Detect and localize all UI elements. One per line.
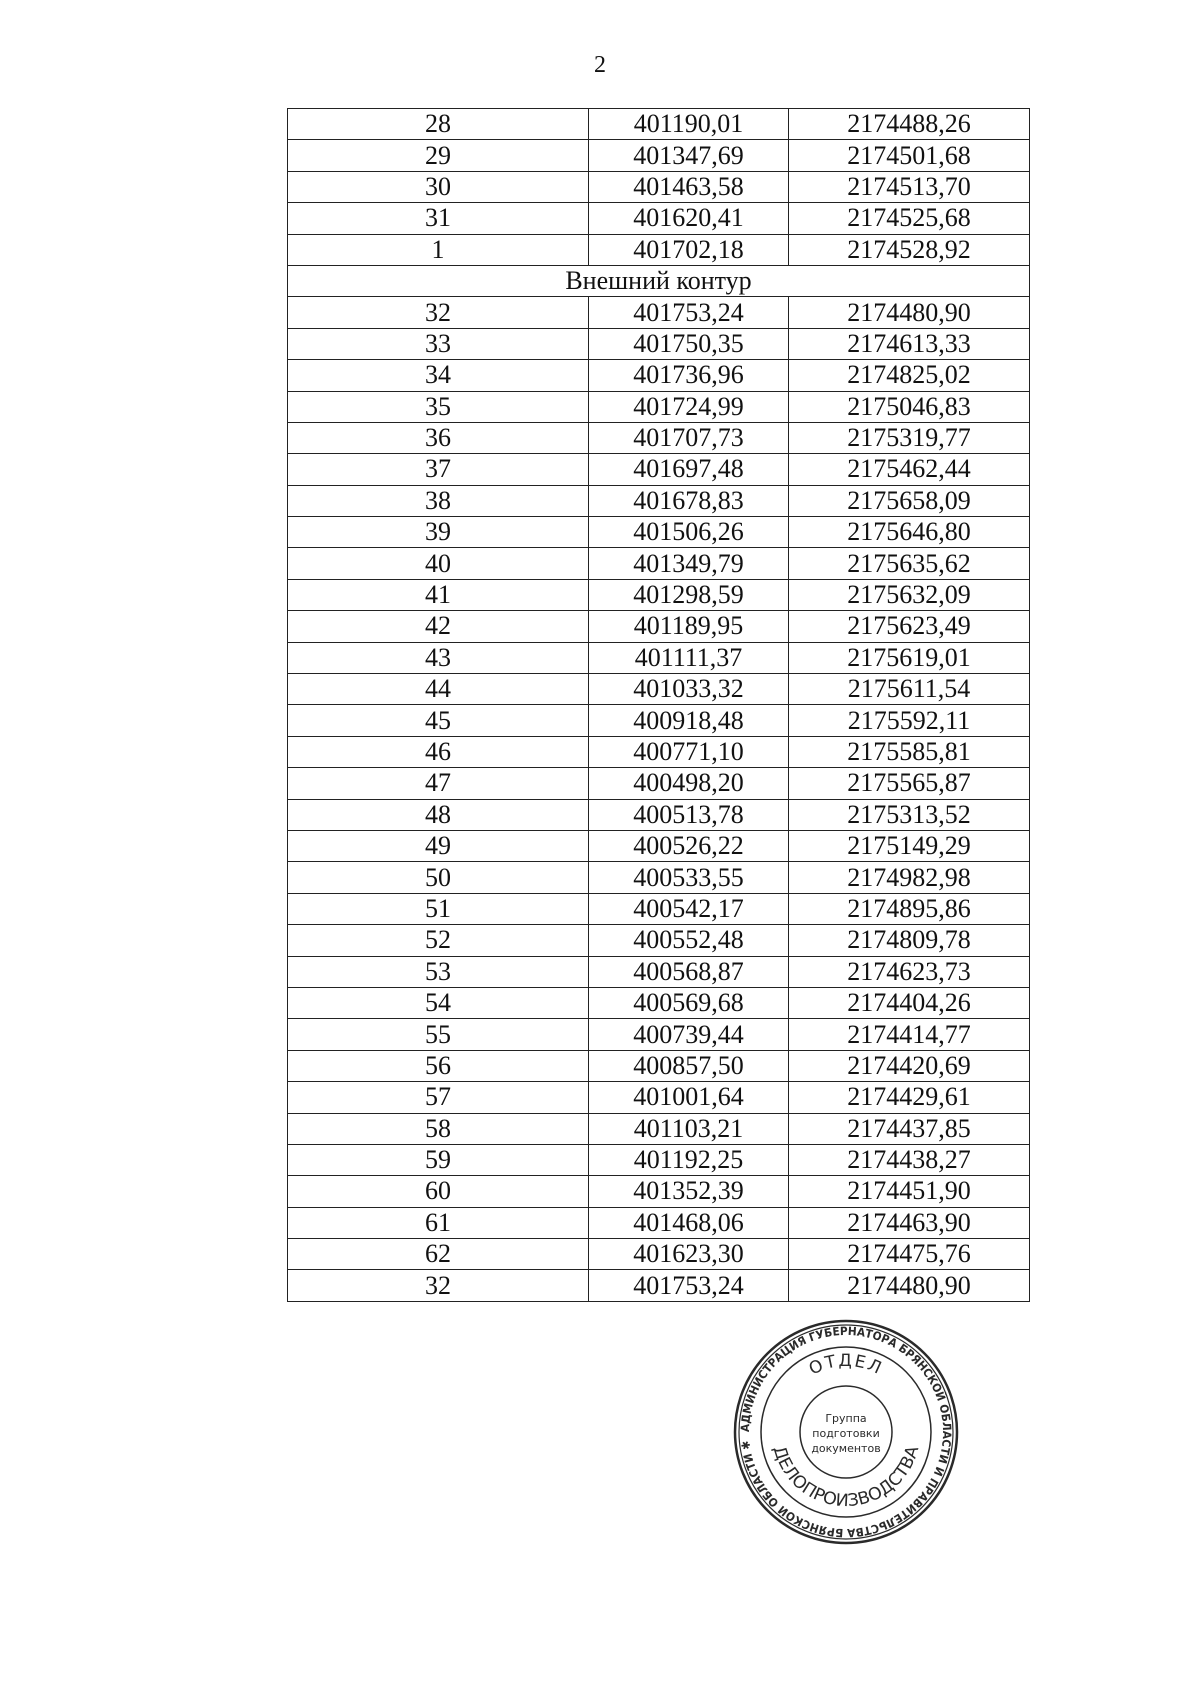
table-row [288,674,1030,705]
point-number-cell: 51 [288,893,589,924]
table-row [288,987,1030,1018]
official-stamp [732,1318,960,1546]
point-number-cell: 56 [288,1050,589,1081]
x-coordinate-cell: 401111,37 [589,642,789,673]
x-coordinate-cell: 401753,24 [589,297,789,328]
y-coordinate-cell: 2175611,54 [789,674,1030,705]
y-coordinate-cell: 2175462,44 [789,454,1030,485]
stamp-center-line-3: документов [811,1442,881,1455]
point-number-cell: 39 [288,517,589,548]
table-row [288,705,1030,736]
point-number-cell: 46 [288,736,589,767]
y-coordinate-cell: 2174437,85 [789,1113,1030,1144]
table-row [288,1144,1030,1175]
table-row [288,736,1030,767]
stamp-outer-text: АДМИНИСТРАЦИЯ ГУБЕРНАТОРА БРЯНСКОЙ ОБЛАСТИ И ПРАВИТЕЛЬСТВА БРЯНСКОЙ ОБЛАСТИ ✱ [737,1323,955,1541]
point-number-cell: 47 [288,768,589,799]
y-coordinate-cell: 2174895,86 [789,893,1030,924]
y-coordinate-cell: 2174623,73 [789,956,1030,987]
point-number-cell: 33 [288,328,589,359]
table-body-top [288,109,1030,266]
x-coordinate-cell: 401352,39 [589,1176,789,1207]
point-number-cell: 43 [288,642,589,673]
table-row [288,203,1030,234]
table-row [288,1270,1030,1301]
table-row [288,297,1030,328]
table-row [288,1176,1030,1207]
table-row [288,830,1030,861]
y-coordinate-cell: 2174451,90 [789,1176,1030,1207]
point-number-cell: 38 [288,485,589,516]
x-coordinate-cell: 401001,64 [589,1082,789,1113]
table-row [288,956,1030,987]
table-row [288,360,1030,391]
y-coordinate-cell: 2174438,27 [789,1144,1030,1175]
y-coordinate-cell: 2174429,61 [789,1082,1030,1113]
x-coordinate-cell: 401463,58 [589,171,789,202]
x-coordinate-cell: 401298,59 [589,579,789,610]
table-row [288,485,1030,516]
x-coordinate-cell: 401189,95 [589,611,789,642]
point-number-cell: 50 [288,862,589,893]
y-coordinate-cell: 2175592,11 [789,705,1030,736]
x-coordinate-cell: 401753,24 [589,1270,789,1301]
table-row [288,579,1030,610]
x-coordinate-cell: 401736,96 [589,360,789,391]
table-row [288,1050,1030,1081]
y-coordinate-cell: 2175313,52 [789,799,1030,830]
table-row [288,1239,1030,1270]
table-section [288,265,1030,296]
point-number-cell: 52 [288,925,589,956]
section-title: Внешний контур [288,265,1030,296]
table-row [288,422,1030,453]
table-row [288,454,1030,485]
point-number-cell: 31 [288,203,589,234]
point-number-cell: 60 [288,1176,589,1207]
x-coordinate-cell: 400918,48 [589,705,789,736]
x-coordinate-cell: 401347,69 [589,140,789,171]
point-number-cell: 55 [288,1019,589,1050]
point-number-cell: 37 [288,454,589,485]
table-row [288,517,1030,548]
x-coordinate-cell: 401506,26 [589,517,789,548]
x-coordinate-cell: 401349,79 [589,548,789,579]
x-coordinate-cell: 401678,83 [589,485,789,516]
x-coordinate-cell: 401192,25 [589,1144,789,1175]
table-row [288,548,1030,579]
stamp-center-line-2: подготовки [812,1427,880,1440]
y-coordinate-cell: 2175565,87 [789,768,1030,799]
point-number-cell: 40 [288,548,589,579]
y-coordinate-cell: 2175585,81 [789,736,1030,767]
point-number-cell: 48 [288,799,589,830]
x-coordinate-cell: 400739,44 [589,1019,789,1050]
point-number-cell: 32 [288,1270,589,1301]
point-number-cell: 54 [288,987,589,1018]
y-coordinate-cell: 2174528,92 [789,234,1030,265]
x-coordinate-cell: 401724,99 [589,391,789,422]
point-number-cell: 36 [288,422,589,453]
y-coordinate-cell: 2174513,70 [789,171,1030,202]
y-coordinate-cell: 2174480,90 [789,297,1030,328]
y-coordinate-cell: 2174982,98 [789,862,1030,893]
point-number-cell: 35 [288,391,589,422]
x-coordinate-cell: 400526,22 [589,830,789,861]
y-coordinate-cell: 2175658,09 [789,485,1030,516]
point-number-cell: 32 [288,297,589,328]
y-coordinate-cell: 2174463,90 [789,1207,1030,1238]
table-row [288,1113,1030,1144]
coordinates-table [287,108,1030,1302]
point-number-cell: 53 [288,956,589,987]
point-number-cell: 61 [288,1207,589,1238]
section-row [288,265,1030,296]
table-row [288,140,1030,171]
y-coordinate-cell: 2174404,26 [789,987,1030,1018]
table-row [288,642,1030,673]
y-coordinate-cell: 2174501,68 [789,140,1030,171]
page-number: 2 [594,52,606,78]
point-number-cell: 59 [288,1144,589,1175]
point-number-cell: 41 [288,579,589,610]
point-number-cell: 1 [288,234,589,265]
x-coordinate-cell: 401468,06 [589,1207,789,1238]
x-coordinate-cell: 400542,17 [589,893,789,924]
x-coordinate-cell: 401620,41 [589,203,789,234]
table-row [288,328,1030,359]
x-coordinate-cell: 401702,18 [589,234,789,265]
y-coordinate-cell: 2175319,77 [789,422,1030,453]
x-coordinate-cell: 400552,48 [589,925,789,956]
y-coordinate-cell: 2174825,02 [789,360,1030,391]
y-coordinate-cell: 2174480,90 [789,1270,1030,1301]
table-row [288,799,1030,830]
point-number-cell: 44 [288,674,589,705]
x-coordinate-cell: 400771,10 [589,736,789,767]
table-row [288,925,1030,956]
y-coordinate-cell: 2175619,01 [789,642,1030,673]
table-row [288,768,1030,799]
table-row [288,1082,1030,1113]
x-coordinate-cell: 400513,78 [589,799,789,830]
y-coordinate-cell: 2175149,29 [789,830,1030,861]
y-coordinate-cell: 2174414,77 [789,1019,1030,1050]
y-coordinate-cell: 2175632,09 [789,579,1030,610]
y-coordinate-cell: 2174420,69 [789,1050,1030,1081]
table-row [288,611,1030,642]
y-coordinate-cell: 2174525,68 [789,203,1030,234]
y-coordinate-cell: 2174488,26 [789,109,1030,140]
x-coordinate-cell: 400533,55 [589,862,789,893]
y-coordinate-cell: 2175646,80 [789,517,1030,548]
x-coordinate-cell: 400569,68 [589,987,789,1018]
table-body-outer [288,297,1030,1302]
point-number-cell: 29 [288,140,589,171]
table-row [288,391,1030,422]
point-number-cell: 42 [288,611,589,642]
y-coordinate-cell: 2174613,33 [789,328,1030,359]
x-coordinate-cell: 401190,01 [589,109,789,140]
x-coordinate-cell: 400498,20 [589,768,789,799]
table-row [288,171,1030,202]
table-row [288,893,1030,924]
table-row [288,234,1030,265]
table-row [288,862,1030,893]
stamp-inner-bottom-text: ДЕЛОПРОИЗВОДСТВА [768,1443,924,1512]
point-number-cell: 30 [288,171,589,202]
y-coordinate-cell: 2175635,62 [789,548,1030,579]
point-number-cell: 58 [288,1113,589,1144]
point-number-cell: 62 [288,1239,589,1270]
x-coordinate-cell: 400857,50 [589,1050,789,1081]
x-coordinate-cell: 401750,35 [589,328,789,359]
stamp-inner-top-text: ОТДЕЛ [806,1350,886,1380]
x-coordinate-cell: 400568,87 [589,956,789,987]
point-number-cell: 45 [288,705,589,736]
point-number-cell: 57 [288,1082,589,1113]
y-coordinate-cell: 2174809,78 [789,925,1030,956]
table-row [288,1019,1030,1050]
table-row [288,109,1030,140]
x-coordinate-cell: 401697,48 [589,454,789,485]
x-coordinate-cell: 401707,73 [589,422,789,453]
stamp-center-line-1: Группа [825,1412,867,1425]
y-coordinate-cell: 2174475,76 [789,1239,1030,1270]
x-coordinate-cell: 401623,30 [589,1239,789,1270]
x-coordinate-cell: 401033,32 [589,674,789,705]
point-number-cell: 49 [288,830,589,861]
y-coordinate-cell: 2175046,83 [789,391,1030,422]
x-coordinate-cell: 401103,21 [589,1113,789,1144]
y-coordinate-cell: 2175623,49 [789,611,1030,642]
point-number-cell: 34 [288,360,589,391]
point-number-cell: 28 [288,109,589,140]
table-row [288,1207,1030,1238]
